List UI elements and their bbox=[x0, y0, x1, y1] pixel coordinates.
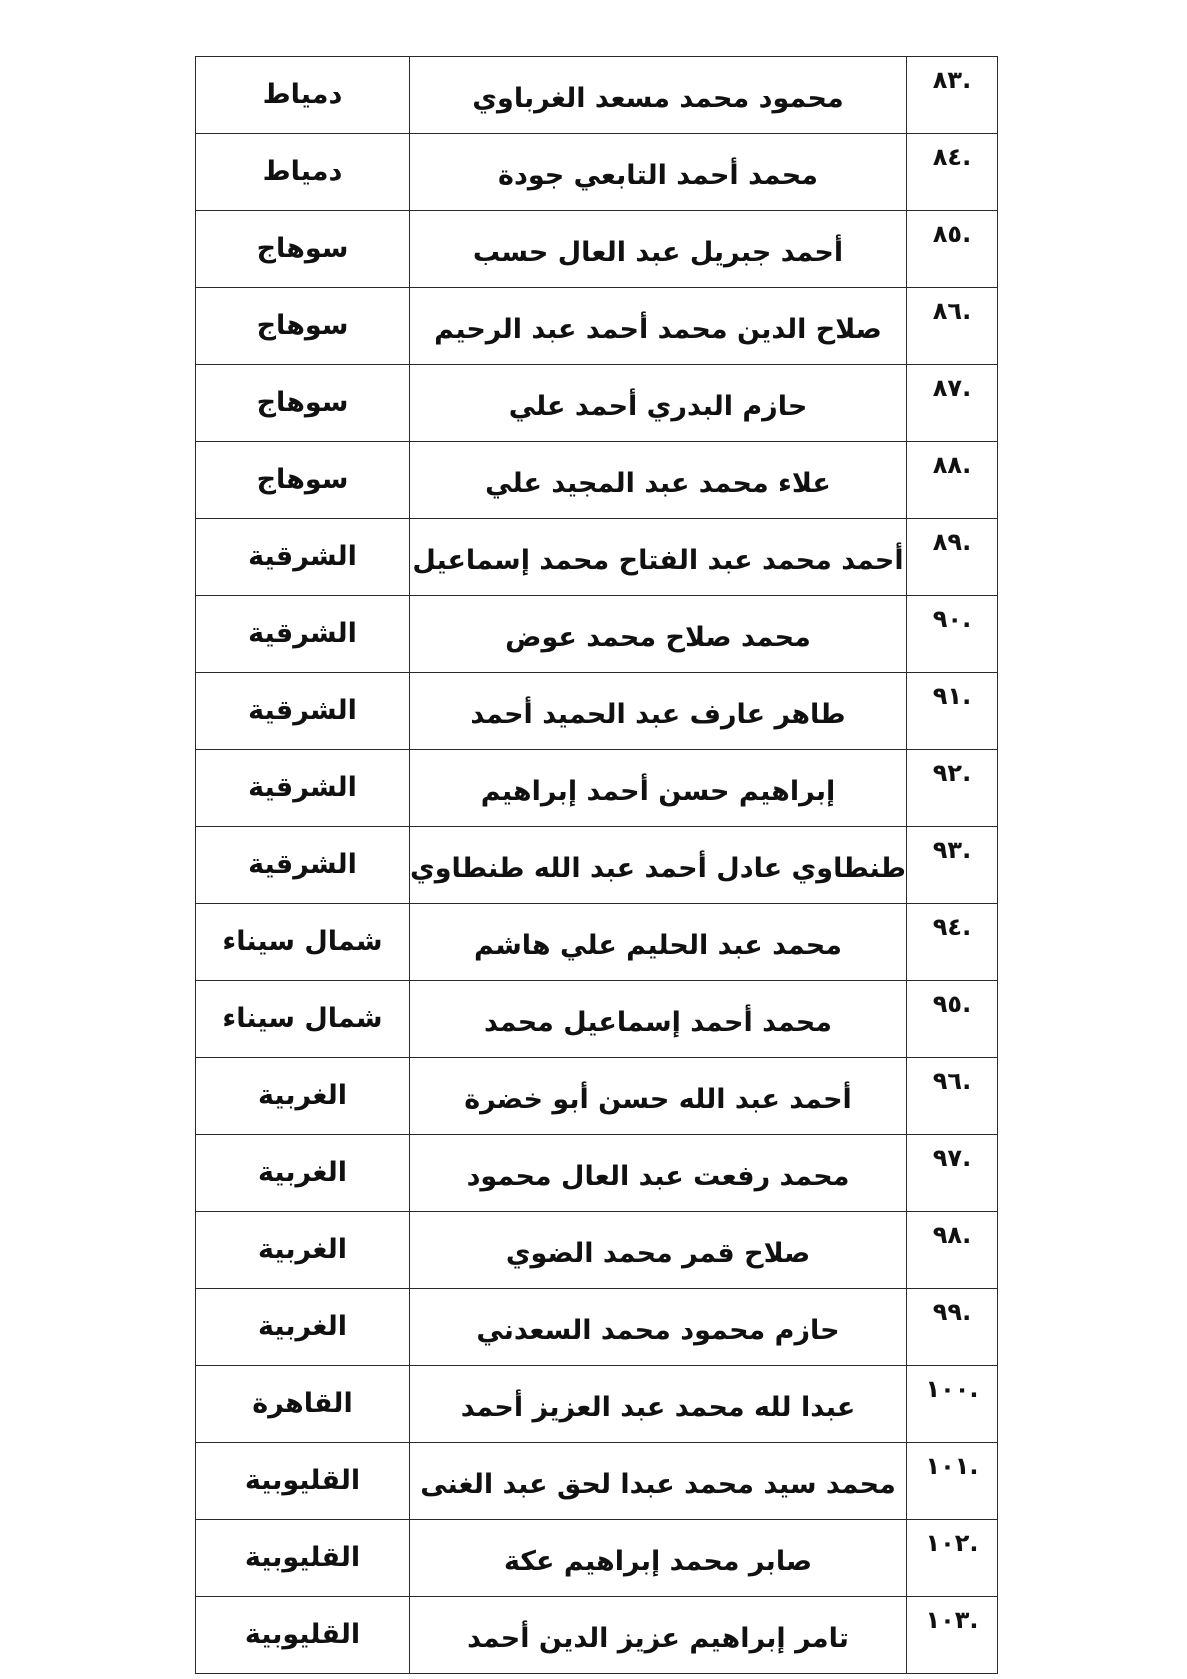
person-name: عبدا لله محمد عبد العزيز أحمد bbox=[410, 1366, 907, 1443]
governorate: دمياط bbox=[196, 57, 410, 134]
row-number: .٨٥ bbox=[907, 211, 998, 288]
table-row bbox=[196, 1135, 998, 1212]
governorate: الشرقية bbox=[196, 596, 410, 673]
row-number: .٩٣ bbox=[907, 827, 998, 904]
governorate: سوهاج bbox=[196, 442, 410, 519]
row-number: .٨٤ bbox=[907, 134, 998, 211]
person-name: محمد أحمد إسماعيل محمد bbox=[410, 981, 907, 1058]
table-row bbox=[196, 365, 998, 442]
row-number: .٨٣ bbox=[907, 57, 998, 134]
table-row bbox=[196, 904, 998, 981]
governorate: الغربية bbox=[196, 1058, 410, 1135]
table-row bbox=[196, 673, 998, 750]
governorate: دمياط bbox=[196, 134, 410, 211]
row-number: .٨٩ bbox=[907, 519, 998, 596]
person-name: محمد صلاح محمد عوض bbox=[410, 596, 907, 673]
table-row bbox=[196, 981, 998, 1058]
table-row bbox=[196, 134, 998, 211]
table-row bbox=[196, 827, 998, 904]
governorate: القليوبية bbox=[196, 1520, 410, 1597]
person-name: أحمد جبريل عبد العال حسب bbox=[410, 211, 907, 288]
governorate: الشرقية bbox=[196, 673, 410, 750]
row-number: .٨٨ bbox=[907, 442, 998, 519]
table-row bbox=[196, 1212, 998, 1289]
governorate: شمال سيناء bbox=[196, 981, 410, 1058]
governorate: القليوبية bbox=[196, 1443, 410, 1520]
person-name: محمد أحمد التابعي جودة bbox=[410, 134, 907, 211]
person-name: أحمد عبد الله حسن أبو خضرة bbox=[410, 1058, 907, 1135]
table-row bbox=[196, 57, 998, 134]
governorate: سوهاج bbox=[196, 211, 410, 288]
governorate: شمال سيناء bbox=[196, 904, 410, 981]
governorate: القاهرة bbox=[196, 1366, 410, 1443]
person-name: محمد عبد الحليم علي هاشم bbox=[410, 904, 907, 981]
table-row bbox=[196, 1597, 998, 1674]
row-number: .٩١ bbox=[907, 673, 998, 750]
row-number: .٩٦ bbox=[907, 1058, 998, 1135]
table-row bbox=[196, 519, 998, 596]
table-row bbox=[196, 596, 998, 673]
governorate: الغربية bbox=[196, 1289, 410, 1366]
person-name: صابر محمد إبراهيم عكة bbox=[410, 1520, 907, 1597]
governorate: سوهاج bbox=[196, 288, 410, 365]
table-row bbox=[196, 442, 998, 519]
governorate: الشرقية bbox=[196, 827, 410, 904]
table-row bbox=[196, 750, 998, 827]
row-number: .٩٥ bbox=[907, 981, 998, 1058]
governorate: الغربية bbox=[196, 1135, 410, 1212]
governorate: سوهاج bbox=[196, 365, 410, 442]
row-number: .٩٩ bbox=[907, 1289, 998, 1366]
row-number: .١٠٣ bbox=[907, 1597, 998, 1674]
person-name: طنطاوي عادل أحمد عبد الله طنطاوي bbox=[410, 827, 907, 904]
table-row bbox=[196, 1289, 998, 1366]
person-name: تامر إبراهيم عزيز الدين أحمد bbox=[410, 1597, 907, 1674]
person-name: محمود محمد مسعد الغرباوي bbox=[410, 57, 907, 134]
row-number: .٨٦ bbox=[907, 288, 998, 365]
names-table-body bbox=[196, 57, 998, 1674]
row-number: .٩٤ bbox=[907, 904, 998, 981]
person-name: أحمد محمد عبد الفتاح محمد إسماعيل bbox=[410, 519, 907, 596]
person-name: علاء محمد عبد المجيد علي bbox=[410, 442, 907, 519]
person-name: محمد سيد محمد عبدا لحق عبد الغنى bbox=[410, 1443, 907, 1520]
person-name: حازم محمود محمد السعدني bbox=[410, 1289, 907, 1366]
row-number: .١٠١ bbox=[907, 1443, 998, 1520]
person-name: صلاح الدين محمد أحمد عبد الرحيم bbox=[410, 288, 907, 365]
governorate: القليوبية bbox=[196, 1597, 410, 1674]
row-number: .٩٠ bbox=[907, 596, 998, 673]
row-number: .٩٧ bbox=[907, 1135, 998, 1212]
table-row bbox=[196, 288, 998, 365]
person-name: طاهر عارف عبد الحميد أحمد bbox=[410, 673, 907, 750]
table-row bbox=[196, 1520, 998, 1597]
row-number: .٨٧ bbox=[907, 365, 998, 442]
table-row bbox=[196, 211, 998, 288]
person-name: حازم البدري أحمد علي bbox=[410, 365, 907, 442]
table-row bbox=[196, 1443, 998, 1520]
governorate: الشرقية bbox=[196, 750, 410, 827]
person-name: صلاح قمر محمد الضوي bbox=[410, 1212, 907, 1289]
row-number: .٩٨ bbox=[907, 1212, 998, 1289]
row-number: .١٠٢ bbox=[907, 1520, 998, 1597]
governorate: الغربية bbox=[196, 1212, 410, 1289]
names-table bbox=[195, 56, 998, 1674]
table-row bbox=[196, 1058, 998, 1135]
row-number: .٩٢ bbox=[907, 750, 998, 827]
table-row bbox=[196, 1366, 998, 1443]
person-name: إبراهيم حسن أحمد إبراهيم bbox=[410, 750, 907, 827]
row-number: .١٠٠ bbox=[907, 1366, 998, 1443]
person-name: محمد رفعت عبد العال محمود bbox=[410, 1135, 907, 1212]
governorate: الشرقية bbox=[196, 519, 410, 596]
